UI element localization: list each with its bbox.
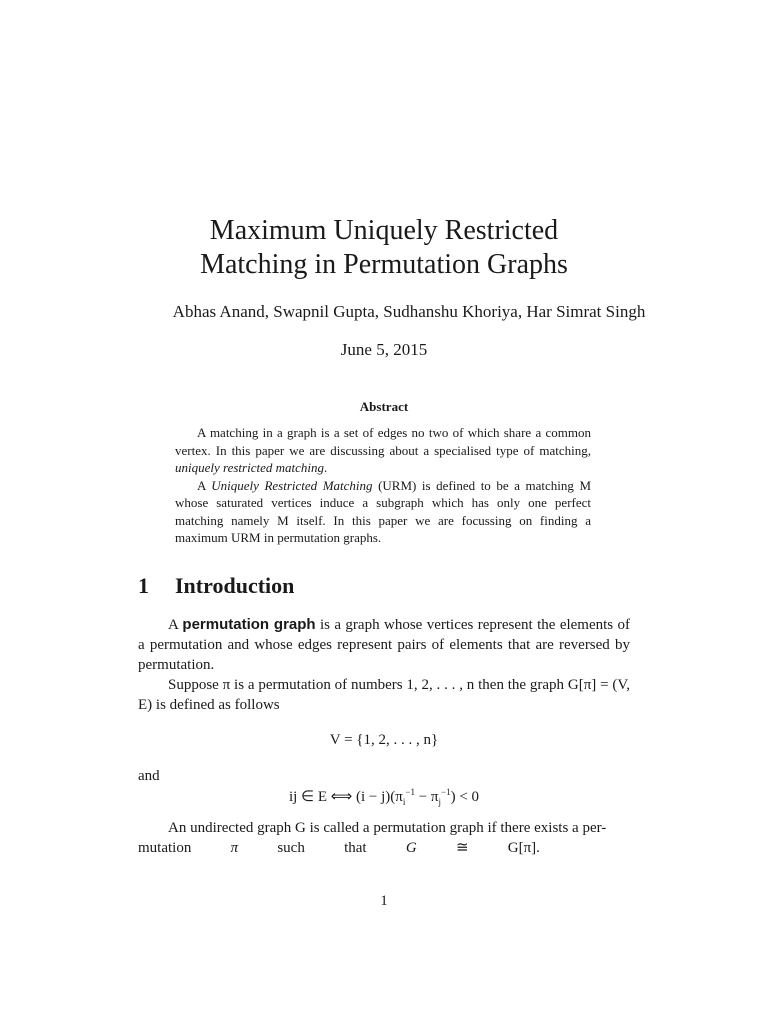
title-line-1: Maximum Uniquely Restricted — [209, 215, 559, 246]
p3-word-6: ≅ — [455, 840, 469, 856]
p3-word-2: π — [230, 840, 239, 856]
body-and: and — [138, 768, 160, 784]
equation-vertex-set: V = {1, 2, . . . , n} — [329, 732, 439, 748]
eq2-sup-1: −1 — [405, 787, 415, 797]
eq2-mid: − π — [414, 789, 439, 805]
section-title: Introduction — [175, 573, 295, 598]
abstract-paragraph-2 — [175, 477, 591, 547]
p3-word-7: G[π]. — [507, 840, 540, 856]
section-number: 1 — [138, 573, 149, 598]
publication-date: June 5, 2015 — [340, 340, 428, 359]
p3-word-1: mutation — [138, 840, 192, 856]
abstract-p2-start: A — [197, 477, 206, 493]
body-p1-start: A — [168, 617, 179, 633]
title-line-2: Matching in Permutation Graphs — [200, 249, 568, 280]
body-paragraph-2: Suppose π is a permutation of numbers 1, 2, . . . , n then the graph G[π] = (V, E) is defined as follows — [138, 677, 630, 713]
eq2-right: ) < 0 — [450, 789, 480, 805]
author-list: Abhas Anand, Swapnil Gupta, Sudhanshu Khoriya, Har Simrat Singh — [172, 302, 646, 321]
page-number: 1 — [380, 893, 388, 909]
abstract-heading: Abstract — [359, 399, 409, 414]
abstract-paragraph-1 — [175, 424, 591, 477]
abstract-p1-text: A matching in a graph is a set of edges no two of which share a common vertex. In this paper we are discussing about a specialised type of matching, — [175, 425, 591, 458]
abstract-p2-text: (URM) is defined to be a matching M whose saturated vertices induce a subgraph which has only one perfect matching namely M itself. In this paper we are focussing on finding a maximum URM in permutation graphs. — [175, 477, 592, 545]
eq2-sub-j: j — [438, 797, 442, 807]
section-heading — [138, 573, 294, 599]
abstract-p1-end: . — [324, 460, 328, 475]
abstract-body — [175, 424, 591, 547]
eq2-sub-i: i — [402, 797, 406, 807]
equation-edge-condition — [138, 782, 630, 812]
p3-word-4: that — [344, 840, 367, 856]
abstract-p1-emphasis: uniquely restricted matching — [175, 460, 324, 475]
paper-title — [0, 214, 768, 282]
eq2-sup-2: −1 — [441, 787, 451, 797]
body-p1-text: is a graph whose vertices represent the elements of a permutation and whose edges represent pairs of elements that are reversed by permutation. — [138, 617, 631, 673]
body-paragraph-3: An undirected graph G is called a permutation graph if there exists a per- — [168, 820, 607, 836]
body-paragraph-3-last-line — [138, 838, 630, 858]
eq2-left: ij ∈ E ⟺ (i − j)(π — [288, 789, 403, 805]
body-paragraph-1 — [138, 615, 630, 675]
body-p1-bold-term: permutation graph — [182, 616, 316, 633]
p3-word-3: such — [277, 840, 305, 856]
abstract-p2-emphasis: Uniquely Restricted Matching — [211, 477, 373, 493]
section-body — [138, 615, 630, 858]
p3-word-5: G — [405, 840, 417, 856]
